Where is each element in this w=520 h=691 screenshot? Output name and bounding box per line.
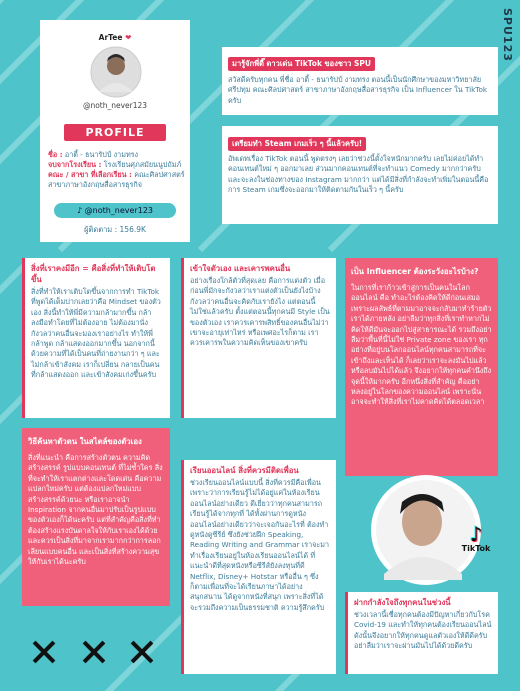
influencer-text: ในการที่เราก้าวเข้าสู่การเป็นคนในโลกออนไลน์ คือ ทำอะไรต้องคิดให้ดีก่อนเสมอ เพราะผลลัพธ์ที่ตามมาอาจจะกลับมาทำร้ายตัวเราได้ภายหลัง อย่าลืมว่าทุกสิ่งที่เราทำหากไม่คิดให้ดีมันจะออกไปสู่สาธารณะได้ รวมถึงอย่าลืมว่าพื้นที่นี้ไม่ใช่ Private zone ของเรา ทุกอย่างที่อยู่บนโลกออนไลน์ทุกคนสามารถที่จะเข้าถึงและเห็นได้ ก็เลยว่าเราจะลงมันไปแล้ว หรือลบมันไปได้แล้ว จึงอยากให้ทุกคนคำนึงถึงจุดนี้ให้มากครับ อีกหนึ่งสิ่งที่สำคัญ คืออย่าหลงอยู่ในโลกของความออนไลน์ เพราะนั่นอาจจะทำให้สิ่งที่เราไม่คาดคิดได้ตลอดเวลา — [351, 283, 492, 407]
identity-text: สิ่งที่แนะนำ คือการสร้างตัวตน ความคิด สร้างสรรค์ รูปแบบคอนเทนต์ ที่ไม่ซ้ำใคร สิ่งที่จะทำให้เราแตกต่างและโดดเด่น คือความแปลกใหม่ครับ แต่ต้องแปลกใหม่แบบสร้างสรรค์ด้วยนะ หรือเราอาจนำ Inspiration จากคนอื่นมาปรับเป็นรูปแบบของตัวเองก็ได้นะครับ แต่ที่สำคัญคือสิ่งที่ทำต้องสร้างแรงบันดาลใจให้กับเราเองได้ด้วย และควรเป็นสิ่งที่มาจากเรามากกว่าการลอกเลียนแบบคนอื่น และเป็นสิ่งที่สร้างความสุขให้กับเราได้นะครับ — [28, 453, 163, 567]
online-study-title: เรียนออนไลน์ สิ่งที่ควรมีติดเพื่อน — [190, 466, 299, 475]
tiktok-logo — [458, 524, 494, 553]
x-mark-3 — [130, 640, 154, 664]
intro-text: สวัสดีครับทุกคน พี่ชื่อ อาตี้ - ธนารัปป์ งามทรง ตอนนี้เป็นนักศึกษาของมหาวิทยาลัยศรีปทุม คณะศิลปศาสตร์ สาขาภาษาอังกฤษสื่อสารธุรกิจ เป็น Influencer ใน TikTok ครับ — [228, 75, 488, 105]
intro-title: มารู้จักพี่ดี๊ ดาวเด่น TikTok ของชาว SPU — [228, 57, 375, 71]
profile-handle: @noth_never123 — [82, 101, 148, 110]
growth-text: สิ่งที่ทำให้เราเติบโตขึ้นจากการทำ TikTok ที่พูดได้เต็มปากเลยว่าคือ Mindset ของตัวเอง สิ่งนี้ทำให้พี่มีความกล้ามากขึ้น กล้าลงมือทำโดยที่ไม่ต้องอาย ไม่ต้องมานั่งกังวลว่าคนอื่นจะมองเราอย่างไร ทำให้พี่กล้าพูด กล้าแสดงออกมากขึ้น นอกจากนี้ด้วยความที่ได้เป็นคนที่ถ่ายงานกว่า ๆ และไม่กล้าเข้าสังคม เราก็เปลี่ยน กลายเป็นคนที่กล้าแสดงออก และเข้าสังคมเก่งขึ้นครับ — [31, 287, 161, 380]
tiktok-logo-text: TikTok — [461, 544, 491, 553]
respect-card — [181, 258, 336, 418]
online-study-card — [181, 460, 336, 674]
identity-card — [22, 428, 170, 606]
online-study-text: ช่วงเรียนออนไลน์แบบนี้ สิ่งที่ควรมีคือเพื่อน เพราะว่าการเรียนรู้ไม่ได้อยู่แค่ในห้องเรียน ออนไลน์อย่างเดียว ดีเยี่ยวว่าทุกคนสามารถเรียนรู้ได้จากทุกที่ ได้ทั้งผ่านการดูหนัง ออนไลน์อย่างเดียวว่าจะเจอกันอะไรที่ ต้องทำ ดูหนังดูซีรีย์ ซึ่งยังช่วยฝึก Speaking, Reading Writing and Grammar เราจะมาทำเรื่องเรียนอยู่ในห้องเรียนออนไลน์ได้ ที่แนะนำดีที่สุดหนังหรือซีรีส์ยังลงทุนที่ดี Netflix, Disney+ Hotstar หรืออื่น ๆ ซึ่งก็ตามเพื่อนที่จะได้เรียนภาษาได้อย่างสนุกสนาน ได้ดูจากหนังที่สนุก เพราะสิ่งที่ได้จะรวมถึงความเป็นธรรมชาติ ความรู้สึกครับ — [190, 478, 329, 612]
profile-school-row: จบจากโรงเรียน : โรงเรียนศุภสมัยนนูปถัมภ์ — [48, 160, 182, 169]
encouragement-text: ช่วงเวลานี้เชื่อทุกคนต้องมีปัญหาเกี่ยวกับโรค Covid-19 และทำให้ทุกคนต้องเรียนออนไลน์ ดังนั้นจึงอยากให้ทุกคนดูแลตัวเองให้ดีดีครับ อย่าลืมว่าเราจะผ่านมันไปได้ด้วยดีครับ — [354, 610, 492, 651]
identity-title: วิธีค้นหาตัวตน ในสไตล์ของตัวเอง — [28, 437, 142, 446]
growth-card — [22, 258, 170, 418]
influencer-title: เป็น Influencer ต้องระวังอะไรบ้าง? — [351, 267, 479, 276]
profile-name-row: ชื่อ : อาตี้ - ธนารัปป์ งามทรง — [48, 150, 139, 159]
respect-text: อย่างเรื่องใกล้ตัวที่สุดเลย คือการแต่งตัว เมื่อก่อนพี่มักจะกังวลว่าเราแต่งตัวเป็นยังไงบ้าง กังวลว่าคนอื่นจะคิดกับเรายังไง แต่ตอนนี้ไม่ใช่แล้วครับ ตั้งแต่ตอนนี้ทุกคนมี Style เป็นของตัวเอง เราควรเคารพสิทธิ์ของคนอื่นไม่ว่าเขาจะอายุเท่าไหร่ หรือเพศอะไรก็ตาม เราควรเคารพในความคิดเห็นของเขาครับ — [190, 276, 330, 348]
tiktok-note-icon: ♪ — [469, 522, 483, 546]
steam-card — [222, 126, 498, 224]
profile-faculty-row: คณะ / สาขา ที่เลือกเรียน : คณะศิลปศาสตร์ สาขาภาษาอังกฤษสื่อสารธุรกิจ — [48, 170, 185, 189]
followers-row: ผู้ติดตาม : 156.9K — [84, 225, 146, 234]
encouragement-card — [345, 592, 498, 674]
profile-card — [40, 20, 190, 242]
tiktok-icon: ♪ — [76, 206, 83, 215]
encouragement-title: ฝากกำลังใจถึงทุกคนในช่วงนี้ — [354, 598, 451, 607]
profile-badge: PROFILE — [64, 124, 166, 141]
steam-text: อัพเดทเรื่อง TikTok ตอนนี้ พูดตรงๆ เลยว่าช่วงนี้ตั้งใจหนักมากครับ เลยไม่ค่อยได้ทำคอนเทนต์ใหม่ ๆ ออกมาเลย ส่วนมากคอนเทนต์ที่จะทำแนว Comedy มากกว่าครับ และจะลงในช่องทางของ Instagram มากกว่า แต่ได้มีสิ่งที่กำลังจะทำเพิ่มในตอนนี้คือการ Steam เกมซึ่งจะออกมาให้ติดตามกันในเร็ว ๆ นี้ครับ — [228, 154, 489, 195]
intro-card — [222, 47, 498, 115]
steam-title: เตรียมทำ Steam เกมเร็ว ๆ นี้แล้วครับ! — [228, 137, 366, 151]
tiktok-handle-pill[interactable]: ♪ @noth_never123 — [54, 203, 176, 218]
profile-username: ArTee ❤ — [98, 33, 132, 42]
avatar — [90, 46, 142, 98]
heart-icon: ❤ — [125, 33, 132, 42]
growth-title: สิ่งที่เราคงมีอีก = คือสิ่งที่ทำให้เติบโตขึ้น — [31, 264, 156, 284]
x-mark-1 — [32, 640, 56, 664]
brand-logo: SPU123 — [501, 8, 514, 62]
x-mark-2 — [82, 640, 106, 664]
influencer-card — [345, 258, 498, 476]
respect-title: เข้าใจตัวเอง และเคารพคนอื่น — [190, 264, 291, 273]
